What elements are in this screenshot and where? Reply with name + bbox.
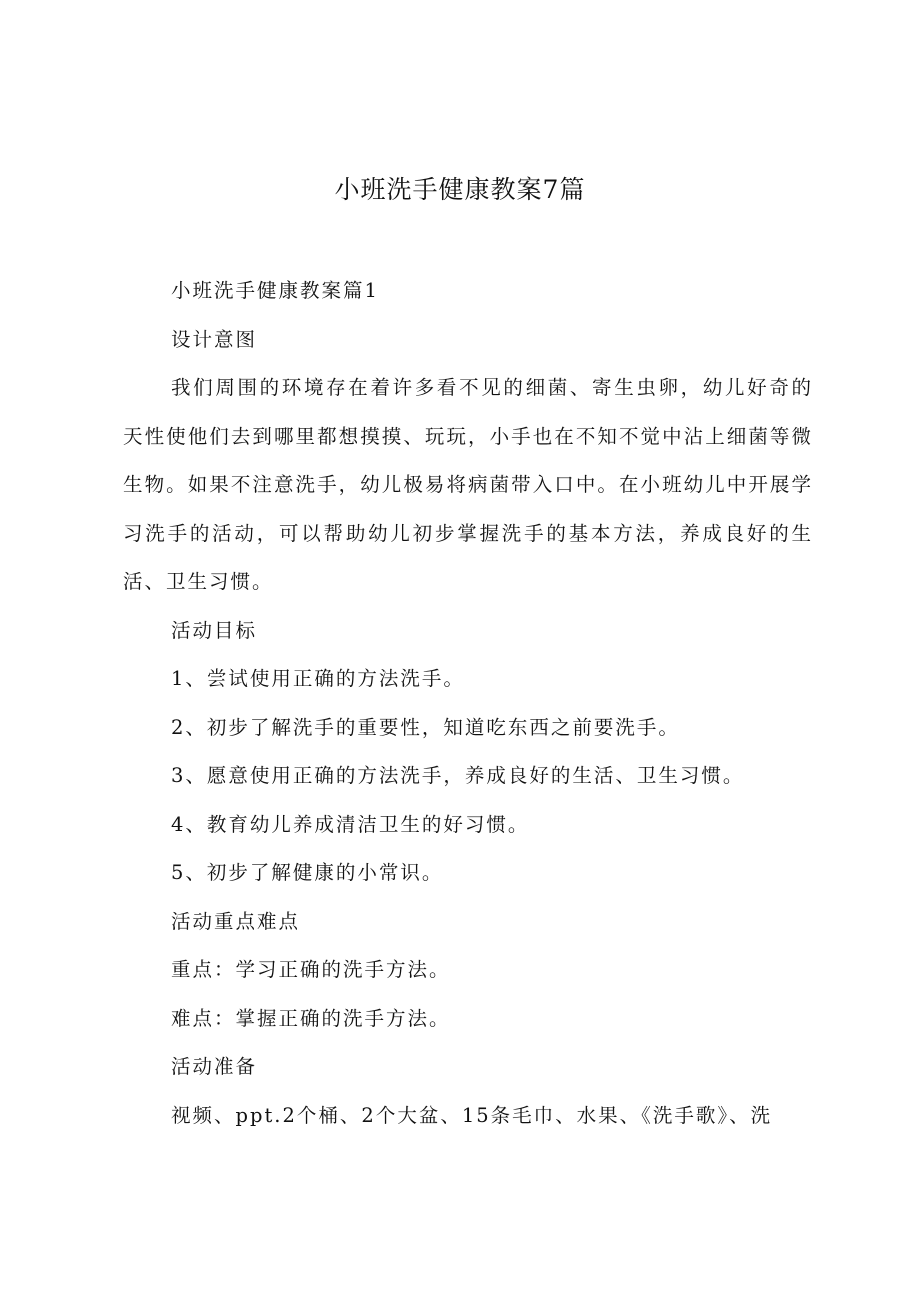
goal-item: 3、愿意使用正确的方法洗手，养成良好的生活、卫生习惯。 [171,764,745,787]
document-title: 小班洗手健康教案7篇 [334,175,586,204]
key-points-heading: 活动重点难点 [171,909,301,933]
preparation-text: 视频、ppt.2个桶、2个大盆、15条毛巾、水果、《洗手歌》、洗 [171,1103,773,1127]
goals-heading: 活动目标 [171,618,258,642]
section-heading: 小班洗手健康教案篇1 [171,279,379,302]
goal-item: 4、教育幼儿养成清洁卫生的好习惯。 [171,812,530,836]
goal-item: 5、初步了解健康的小常识。 [171,861,444,884]
goal-item: 1、尝试使用正确的方法洗手。 [171,667,465,690]
key-point-focus: 重点：学习正确的洗手方法。 [171,958,451,981]
preparation-heading: 活动准备 [171,1055,258,1078]
goal-item: 2、初步了解洗手的重要性，知道吃东西之前要洗手。 [171,715,680,739]
document-body [123,267,813,1140]
key-point-difficulty: 难点：掌握正确的洗手方法。 [171,1006,451,1030]
design-intent-heading: 设计意图 [171,327,258,351]
design-intent-paragraph: 我们周围的环境存在着许多看不见的细菌、寄生虫卵，幼儿好奇的天性使他们去到哪里都想摸摸、玩玩，小手也在不知不觉中沾上细菌等微生物。如果不注意洗手，幼儿极易将病菌带入口中。在小班幼儿中开展学习洗手的活动，可以帮助幼儿初步掌握洗手的基本方法，养成良好的生活、卫生习惯。 [123,376,813,593]
